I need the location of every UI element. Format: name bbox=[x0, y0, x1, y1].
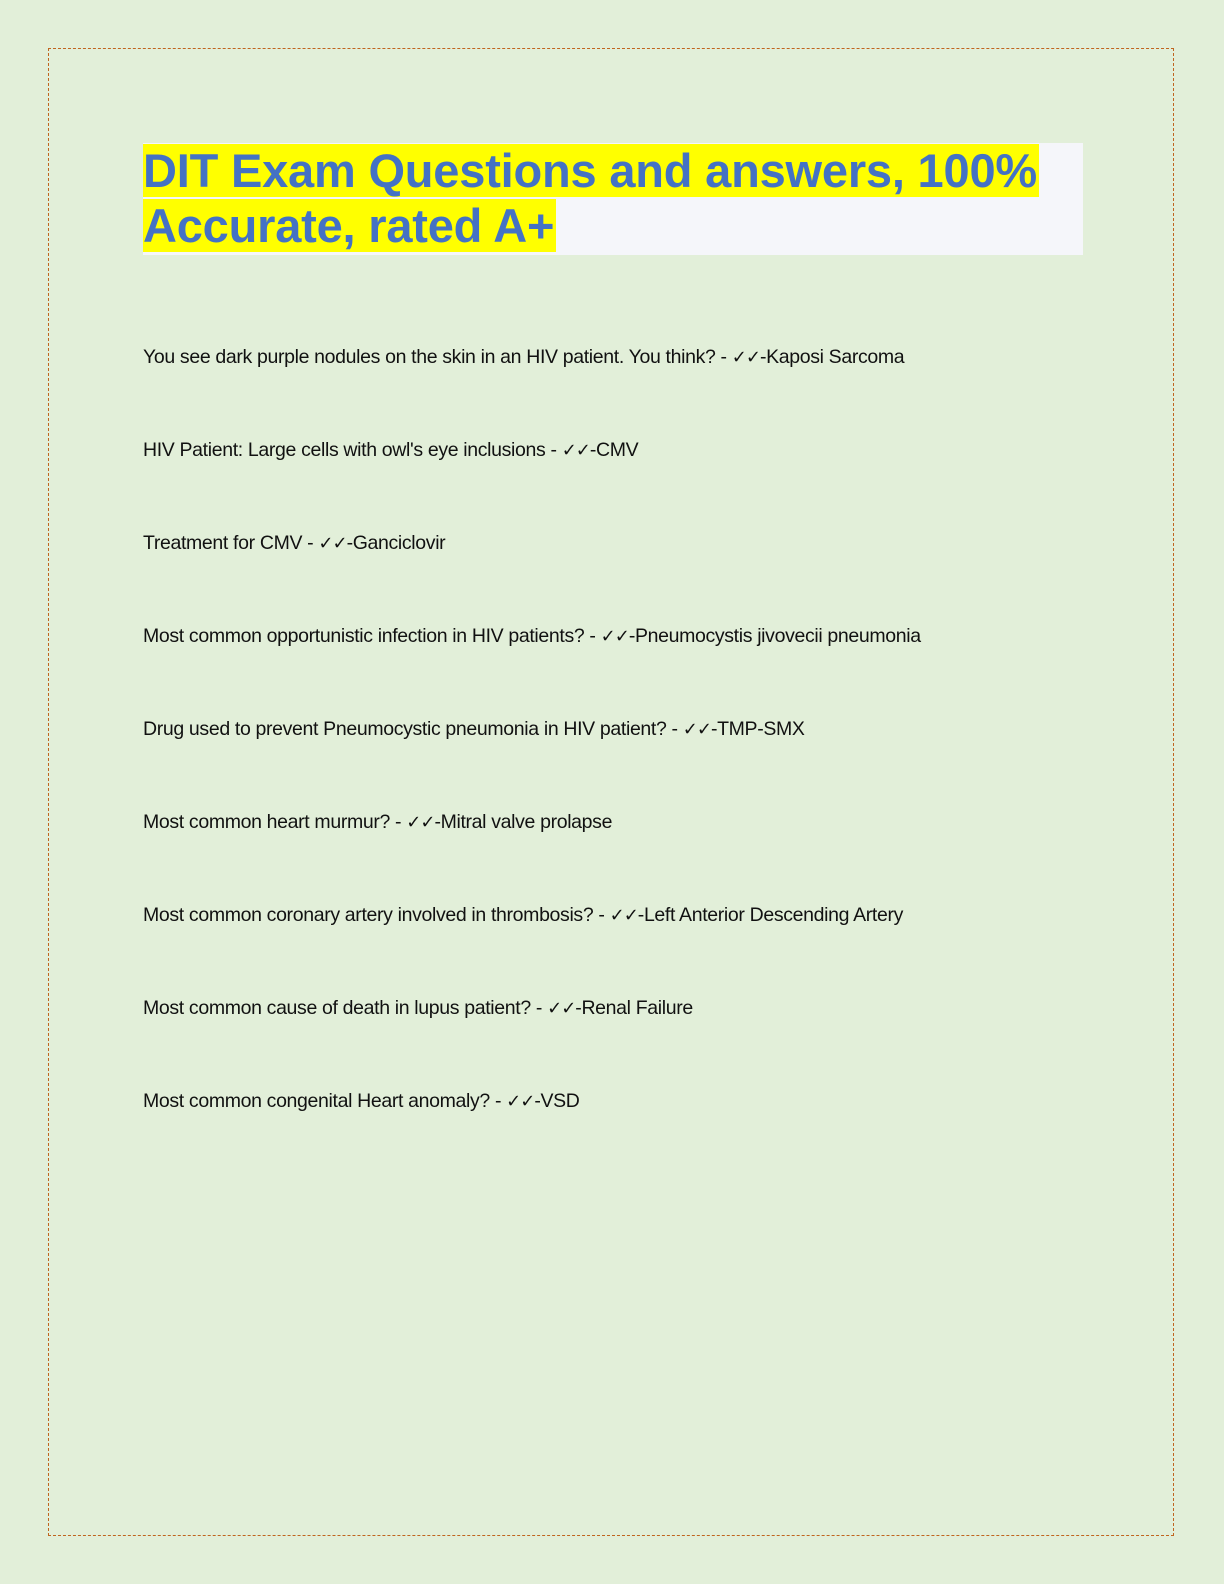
question-text: Drug used to prevent Pneumocystic pneumonia in HIV patient? - bbox=[143, 718, 683, 740]
question-text: Most common opportunistic infection in HIV patients? - bbox=[143, 625, 601, 647]
qa-item bbox=[143, 624, 1103, 717]
title-line-2: Accurate, rated A+ bbox=[143, 199, 555, 252]
answer-text: -Mitral valve prolapse bbox=[434, 811, 613, 833]
answer-text: -CMV bbox=[589, 439, 639, 461]
qa-item bbox=[143, 717, 1103, 810]
qa-list bbox=[143, 345, 1103, 1182]
question-text: Most common heart murmur? - bbox=[143, 811, 407, 833]
question-text: HIV Patient: Large cells with owl's eye inclusions - bbox=[143, 439, 562, 461]
answer-text: -Ganciclovir bbox=[346, 532, 446, 554]
qa-item bbox=[143, 996, 1103, 1089]
double-check-icon: ✓✓ bbox=[682, 719, 711, 740]
question-text: Most common coronary artery involved in thrombosis? - bbox=[143, 904, 610, 926]
answer-text: -VSD bbox=[534, 1090, 580, 1112]
qa-item bbox=[143, 438, 1103, 531]
double-check-icon: ✓✓ bbox=[561, 440, 590, 461]
answer-text: -Left Anterior Descending Artery bbox=[637, 904, 903, 926]
question-text: Most common congenital Heart anomaly? - bbox=[143, 1090, 507, 1112]
double-check-icon: ✓✓ bbox=[506, 1091, 535, 1112]
qa-item bbox=[143, 903, 1103, 996]
answer-text: -Renal Failure bbox=[575, 997, 693, 1019]
double-check-icon: ✓✓ bbox=[609, 905, 638, 926]
double-check-icon: ✓✓ bbox=[547, 998, 576, 1019]
title-line-1: DIT Exam Questions and answers, 100% bbox=[143, 144, 1037, 197]
question-text: You see dark purple nodules on the skin in an HIV patient. You think? - bbox=[143, 346, 732, 368]
double-check-icon: ✓✓ bbox=[731, 347, 760, 368]
answer-text: -Pneumocystis jivovecii pneumonia bbox=[628, 625, 921, 647]
qa-item bbox=[143, 1089, 1103, 1182]
qa-item bbox=[143, 810, 1103, 903]
double-check-icon: ✓✓ bbox=[318, 533, 347, 554]
question-text: Treatment for CMV - bbox=[143, 532, 319, 554]
answer-text: -Kaposi Sarcoma bbox=[759, 346, 905, 368]
document-title bbox=[143, 143, 1083, 253]
double-check-icon: ✓✓ bbox=[600, 626, 629, 647]
title-block bbox=[143, 143, 1083, 255]
question-text: Most common cause of death in lupus patient? - bbox=[143, 997, 548, 1019]
qa-item bbox=[143, 531, 1103, 624]
answer-text: -TMP-SMX bbox=[710, 718, 805, 740]
double-check-icon: ✓✓ bbox=[406, 812, 435, 833]
qa-item bbox=[143, 345, 1103, 438]
